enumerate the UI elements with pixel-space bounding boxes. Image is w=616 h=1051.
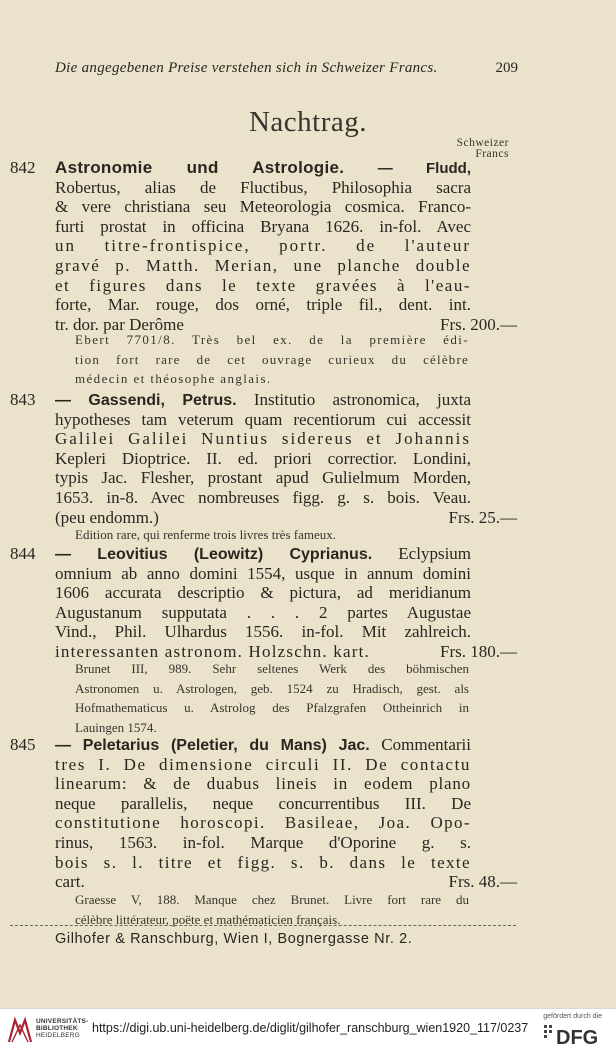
price-column-header bbox=[457, 138, 509, 160]
entry-note bbox=[75, 525, 469, 545]
note-line: Astronomen u. Astrologen, geb. 1524 zu Hradisch, gest. als bbox=[75, 680, 469, 696]
price: Frs. 25.— bbox=[448, 507, 517, 527]
entry-number: 844 bbox=[10, 544, 36, 563]
running-title: Die angegebenen Preise verstehen sich in Schweizer Francs. bbox=[55, 60, 438, 76]
entry-number: 845 bbox=[10, 735, 36, 754]
price: Frs. 200.— bbox=[440, 314, 517, 334]
entry-line bbox=[55, 158, 471, 178]
entry-line: interessanten astronom. Holzschn. kart. bbox=[55, 642, 370, 661]
entry-line: omnium ab anno domini 1554, usque in annum domini bbox=[55, 563, 471, 583]
entry-line bbox=[55, 544, 471, 564]
footer-divider bbox=[10, 925, 516, 926]
entry-line: gravé p. Matth. Merian, une planche double bbox=[55, 255, 471, 275]
entry-line: & vere christiana seu Meteorologia cosmica. Franco- bbox=[55, 197, 471, 217]
entry-note bbox=[75, 659, 469, 737]
sponsor-label: gefördert durch die bbox=[543, 1013, 602, 1020]
entry-line: bois s. l. titre et figg. s. b. dans le texte bbox=[55, 852, 471, 872]
note-line: Graesse V, 188. Manque chez Brunet. Livre fort rare du bbox=[75, 892, 469, 907]
digitization-banner bbox=[0, 1008, 616, 1051]
entry-description bbox=[55, 544, 471, 642]
heidelberg-university-library-logo bbox=[6, 1015, 34, 1045]
entry-line: cart. bbox=[55, 872, 85, 892]
entry-line: neque parallelis, neque concurrentibus III. De bbox=[55, 793, 471, 813]
page-number: 209 bbox=[495, 60, 518, 76]
entry-line: Robertus, alias de Fluctibus, Philosophia sacra bbox=[55, 177, 471, 197]
entry-line-text: Institutio astronomica, juxta bbox=[253, 390, 471, 409]
entry-line: (peu endomm.) bbox=[55, 507, 159, 527]
entry-line: forte, Mar. rouge, dos orné, triple fil., dent. int. bbox=[55, 295, 471, 315]
entry-line: un titre-frontispice, portr. de l'auteur bbox=[55, 236, 471, 256]
entry-line: linearum: & de duabus lineis in eodem plano bbox=[55, 774, 471, 794]
entry-line bbox=[55, 390, 471, 410]
section-title: Nachtrag. bbox=[248, 106, 368, 138]
entry-number: 842 bbox=[10, 158, 36, 177]
entry-heading: Astronomie und Astrologie. bbox=[55, 158, 345, 177]
entry-line: Vind., Phil. Ulhardus 1556. in-fol. Mit zahlreich. bbox=[55, 622, 471, 642]
note-line: Ebert 7701/8. Très bel ex. de la première édi- bbox=[75, 332, 469, 347]
entry-line-text: Eclypsium bbox=[398, 544, 472, 563]
entry-line: 1653. in-8. Avec nombreuses figg. g. s. bois. Veau. bbox=[55, 487, 471, 507]
entry-note bbox=[75, 330, 469, 389]
note-line: Brunet III, 989. Sehr seltenes Werk des böhmischen bbox=[75, 661, 469, 676]
permalink-url[interactable]: https://digi.ub.uni-heidelberg.de/diglit/gilhofer_ranschburg_wien1920_117/0237 bbox=[92, 1021, 529, 1035]
entry-line: 1606 accurata descriptio & pictura, ad meridianum bbox=[55, 583, 471, 603]
note-line: tion fort rare de cet ouvrage curieux du célèbre bbox=[75, 351, 469, 367]
entry-line: constitutione horoscopi. Basileae, Joa. Opo- bbox=[55, 813, 471, 833]
entry-line bbox=[55, 735, 471, 755]
entry-author: — Leovitius (Leowitz) Cyprianus. bbox=[55, 546, 373, 563]
entry-description bbox=[55, 158, 471, 315]
entry-line: Augustanum supputata . . . 2 partes Augustae bbox=[55, 602, 471, 622]
note-line: Hofmathematicus u. Astrolog des Pfalzgrafen Ottheinrich in bbox=[75, 700, 469, 715]
entry-line: tres I. De dimensione circuli II. De contactu bbox=[55, 754, 471, 774]
entry-number: 843 bbox=[10, 390, 36, 409]
entry-description bbox=[55, 735, 471, 872]
library-name bbox=[36, 1018, 88, 1039]
note-line: Edition rare, qui renferme trois livres très fameux. bbox=[75, 527, 336, 542]
note-line: célèbre littérateur, poëte et mathématicien français. bbox=[75, 911, 341, 927]
entry-note bbox=[75, 890, 469, 929]
dfg-logo bbox=[542, 1022, 606, 1048]
library-name-line: HEIDELBERG bbox=[36, 1032, 80, 1039]
price-header-line: Francs bbox=[475, 148, 509, 160]
library-name-line: BIBLIOTHEK bbox=[36, 1025, 78, 1032]
entry-author: — Gassendi, Petrus. bbox=[55, 392, 237, 409]
price: Frs. 48.— bbox=[448, 872, 517, 892]
entry-line: rinus, 1563. in-fol. Marque d'Oporine g. s. bbox=[55, 832, 471, 852]
price-header-line: Schweizer bbox=[456, 137, 509, 149]
entry-line: et figures dans le texte gravées à l'eau- bbox=[55, 275, 471, 295]
entry-line: Kepleri Dioptrice. II. ed. priori correctior. Londini, bbox=[55, 448, 471, 468]
note-line: Lauingen 1574. bbox=[75, 719, 157, 735]
library-name-line: UNIVERSITÄTS- bbox=[36, 1018, 89, 1025]
entry-line: typis Jac. Flesher, prostant apud Gulielmum Morden, bbox=[55, 468, 471, 488]
price-row bbox=[55, 872, 517, 892]
price: Frs. 180.— bbox=[440, 642, 517, 661]
note-line: médecin et théosophe anglais. bbox=[75, 371, 272, 386]
entry-line: tr. dor. par Derôme bbox=[55, 314, 184, 334]
publisher-footer: Gilhofer & Ranschburg, Wien I, Bognergasse Nr. 2. bbox=[55, 931, 413, 947]
entry-line-text: — Fludd, bbox=[377, 160, 472, 177]
entry-author: — Peletarius (Peletier, du Mans) Jac. bbox=[55, 737, 370, 754]
entry-line: furti prostat in officina Bryana 1626. in-fol. Avec bbox=[55, 216, 471, 236]
entry-line: Galilei Galilei Nuntius sidereus et Johannis bbox=[55, 429, 471, 449]
entry-line-text: Commentarii bbox=[381, 735, 472, 754]
dfg-logo-text: DFG bbox=[556, 1027, 599, 1048]
entry-description bbox=[55, 390, 471, 508]
entry-line: hypotheses tam veterum quam recentiorum cui accessit bbox=[55, 409, 471, 429]
